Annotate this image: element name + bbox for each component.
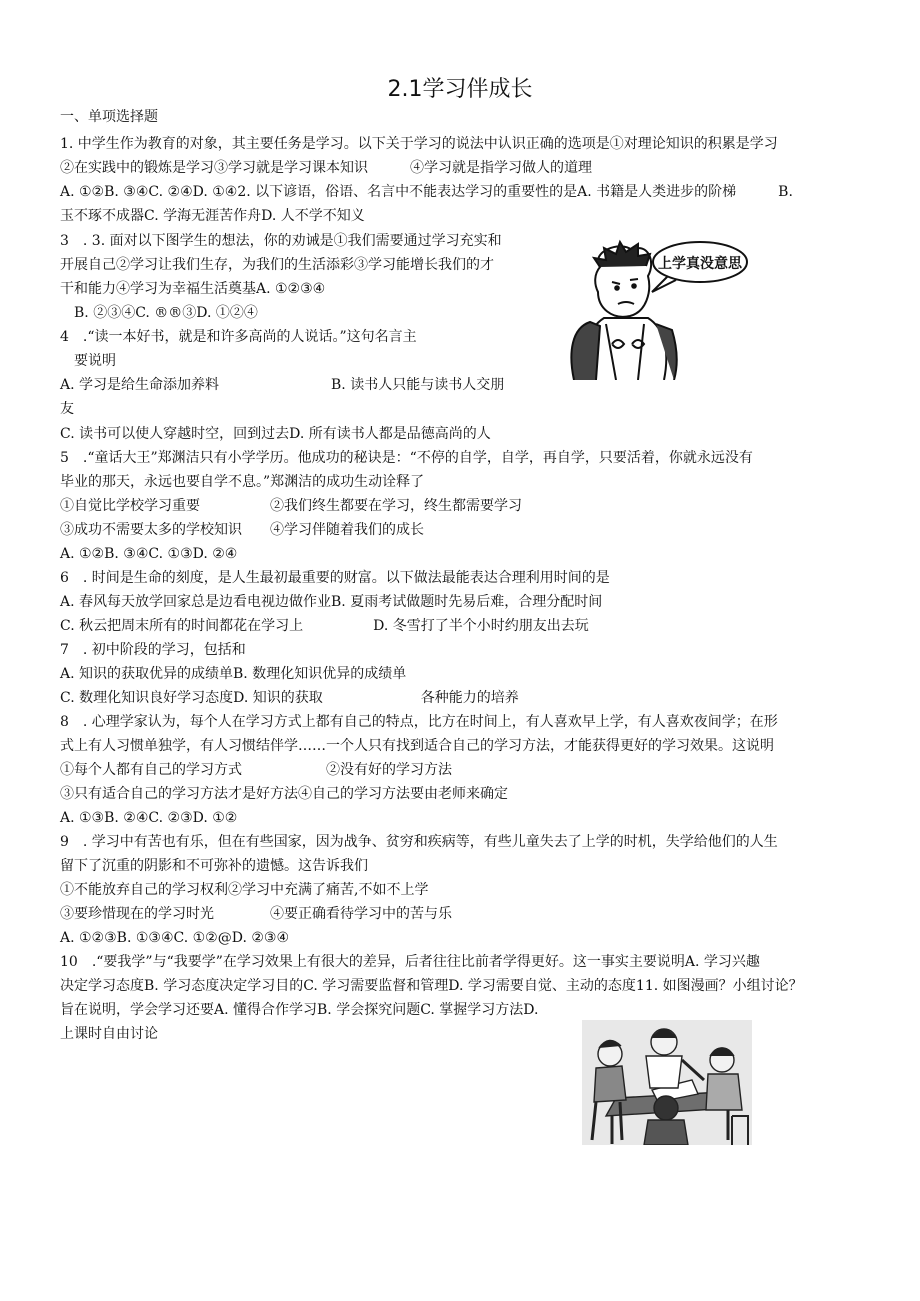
text-line: ②在实践中的锻炼是学习③学习就是学习课本知识 ④学习就是指学习做人的道理 <box>60 160 592 176</box>
text-line: 5 .“童话大王”郑渊洁只有小学学历。他成功的秘诀是：“不停的自学，自学，再自学，只要活着，你就永远没有 <box>60 450 753 466</box>
text-line: A. 春风每天放学回家总是边看电视边做作业B. 夏雨考试做题时先易后难，合理分配时间 <box>60 594 603 610</box>
text-line: 3 . 3. 面对以下图学生的想法，你的劝诫是①我们需要通过学习充实和 <box>60 233 502 249</box>
text-line: 10 .“要我学”与“我要学”在学习效果上有很大的差异，后者往往比前者学得更好。这一事实主要说明A. 学习兴趣 <box>60 954 760 970</box>
text-line: ①自觉比学校学习重要 ②我们终生都要在学习，终生都需要学习 <box>60 498 522 514</box>
text-line: 上课时自由讨论 <box>60 1026 158 1042</box>
text-line: 8 . 心理学家认为，每个人在学习方式上都有自己的特点，比方在时间上，有人喜欢早上学，有人喜欢夜间学；在形 <box>60 714 778 730</box>
text-line: ①每个人都有自己的学习方式 ②没有好的学习方法 <box>60 762 452 778</box>
text-line: A. 学习是给生命添加养料 B. 读书人只能与读书人交朋 <box>60 377 505 393</box>
text-line: 决定学习态度B. 学习态度决定学习目的C. 学习需要监督和管理D. 学习需要自觉、主动的态度11. 如图漫画？小组讨论？ <box>60 978 803 994</box>
text-line: ③只有适合自己的学习方法才是好方法④自己的学习方法要由老师来确定 <box>60 786 508 802</box>
text-line: 留下了沉重的阴影和不可弥补的遗憾。这告诉我们 <box>60 858 368 874</box>
text-line: 一、单项选择题 <box>60 109 158 125</box>
text-line: 7 . 初中阶段的学习，包括和 <box>60 642 246 658</box>
text-line: A. ①②B. ③④C. ②④D. ①④2. 以下谚语，俗语、名言中不能表达学习的重要性的是A. 书籍是人类进步的阶梯 B. <box>60 184 793 200</box>
text-line: 干和能力④学习为幸福生活奠基A. ①②③④ <box>60 281 326 297</box>
cartoon-sad-student <box>560 232 755 380</box>
text-line: 式上有人习惯单独学，有人习惯结伴学……一个人只有找到适合自己的学习方法，才能获得更好的学习效果。这说明 <box>60 738 774 754</box>
text-line: ③成功不需要太多的学校知识 ④学习伴随着我们的成长 <box>60 522 424 538</box>
text-line: C. 读书可以使人穿越时空，回到过去D. 所有读书人都是品德高尚的人 <box>60 426 491 442</box>
text-line: A. ①②B. ③④C. ①③D. ②④ <box>60 546 238 562</box>
text-line: 开展自己②学习让我们生存，为我们的生活添彩③学习能增长我们的才 <box>60 257 494 273</box>
text-line: ③要珍惜现在的学习时光 ④要正确看待学习中的苦与乐 <box>60 906 452 922</box>
text-line: A. 知识的获取优异的成绩单B. 数理化知识优异的成绩单 <box>60 666 407 682</box>
cartoon-group-discussion <box>582 1020 752 1145</box>
text-line: 1. 中学生作为教育的对象，其主要任务是学习。以下关于学习的说法中认识正确的选项是①对理论知识的积累是学习 <box>60 136 778 152</box>
text-line: B. ②③④C. ®®③D. ①②④ <box>60 305 258 321</box>
page-title: 2.1学习伴成长 <box>387 77 533 102</box>
text-line: 4 .“读一本好书，就是和许多高尚的人说话。”这句名言主 <box>60 329 417 345</box>
text-line: 要说明 <box>60 353 116 369</box>
text-line: A. ①②③B. ①③④C. ①②@D. ②③④ <box>60 930 289 946</box>
text-line: 毕业的那天，永远也要自学不息。”郑渊洁的成功生动诠释了 <box>60 474 425 490</box>
text-line: 9 . 学习中有苦也有乐，但在有些国家，因为战争、贫穷和疾病等，有些儿童失去了上学的时机，失学给他们的人生 <box>60 834 778 850</box>
text-line: C. 数理化知识良好学习态度D. 知识的获取 各种能力的培养 <box>60 690 519 706</box>
text-line: 6 . 时间是生命的刻度，是人生最初最重要的财富。以下做法最能表达合理利用时间的是 <box>60 570 610 586</box>
text-line: 友 <box>60 401 74 417</box>
text-line: C. 秋云把周末所有的时间都花在学习上 D. 冬雪打了半个小时约朋友出去玩 <box>60 618 589 634</box>
text-line: 旨在说明，学会学习还要A. 懂得合作学习B. 学会探究问题C. 掌握学习方法D. <box>60 1002 539 1018</box>
text-line: 玉不琢不成器C. 学海无涯苦作舟D. 人不学不知义 <box>60 208 365 224</box>
text-line: ①不能放弃自己的学习权利②学习中充满了痛苦,不如不上学 <box>60 882 429 898</box>
speech-bubble-text: 上学真没意思 <box>658 256 742 272</box>
text-line: A. ①③B. ②④C. ②③D. ①② <box>60 810 238 826</box>
